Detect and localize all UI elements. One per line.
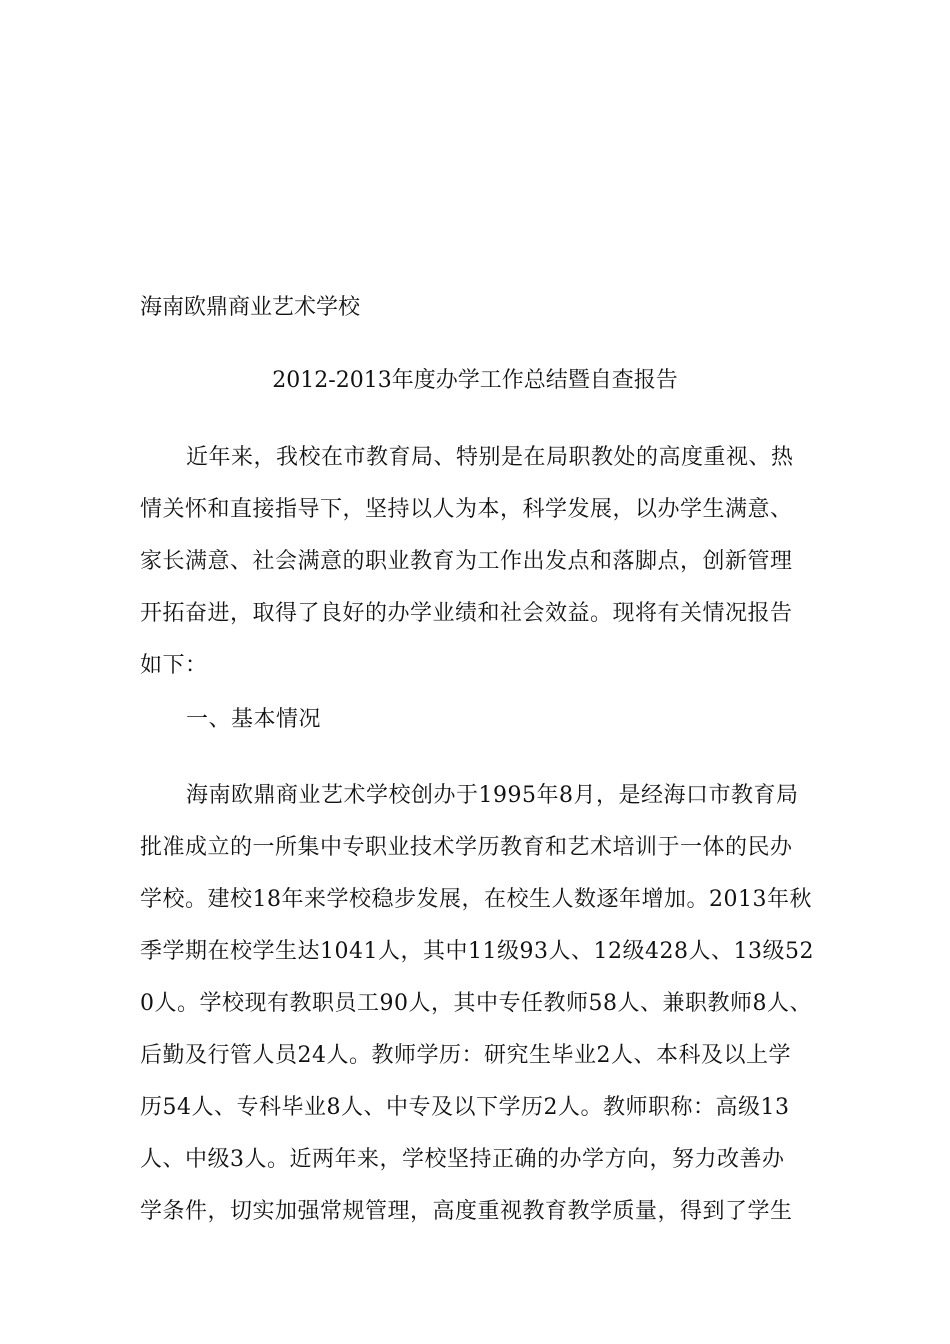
paragraph-line: 批准成立的一所集中专职业技术学历教育和艺术培训于一体的民办	[140, 835, 793, 860]
paragraph-line: 海南欧鼎商业艺术学校创办于1995年8月，是经海口市教育局	[186, 783, 799, 808]
paragraph-line: 开拓奋进，取得了良好的办学业绩和社会效益。现将有关情况报告	[140, 601, 793, 626]
paragraph-line: 学校。建校18年来学校稳步发展，在校生人数逐年增加。2013年秋	[140, 887, 812, 912]
paragraph-line: 人、中级3人。近两年来，学校坚持正确的办学方向，努力改善办	[140, 1147, 785, 1172]
paragraph-line: 季学期在校学生达1041人，其中11级93人、12级428人、13级52	[140, 939, 814, 964]
section-heading	[140, 694, 820, 746]
paragraph-line: 历54人、专科毕业8人、中专及以下学历2人。教师职称：高级13	[140, 1095, 790, 1120]
paragraph-line: 学条件，切实加强常规管理，高度重视教育教学质量，得到了学生	[140, 1199, 793, 1224]
basic-info-paragraph	[140, 770, 820, 1238]
paragraph-line: 家长满意、社会满意的职业教育为工作出发点和落脚点，创新管理	[140, 549, 793, 574]
paragraph-line: 后勤及行管人员24人。教师学历：研究生毕业2人、本科及以上学	[140, 1043, 791, 1068]
paragraph-line: 情关怀和直接指导下，坚持以人为本，科学发展，以办学生满意、	[140, 497, 793, 522]
school-name: 海南欧鼎商业艺术学校	[140, 295, 361, 320]
section-heading-text: 一、基本情况	[186, 707, 322, 732]
paragraph-line: 如下：	[140, 653, 208, 678]
paragraph-line: 近年来，我校在市教育局、特别是在局职教处的高度重视、热	[186, 445, 794, 470]
intro-paragraph	[140, 432, 820, 692]
paragraph-line: 0人。学校现有教职员工90人，其中专任教师58人、兼职教师8人、	[140, 991, 812, 1016]
document-title: 2012-2013年度办学工作总结暨自查报告	[272, 368, 678, 393]
